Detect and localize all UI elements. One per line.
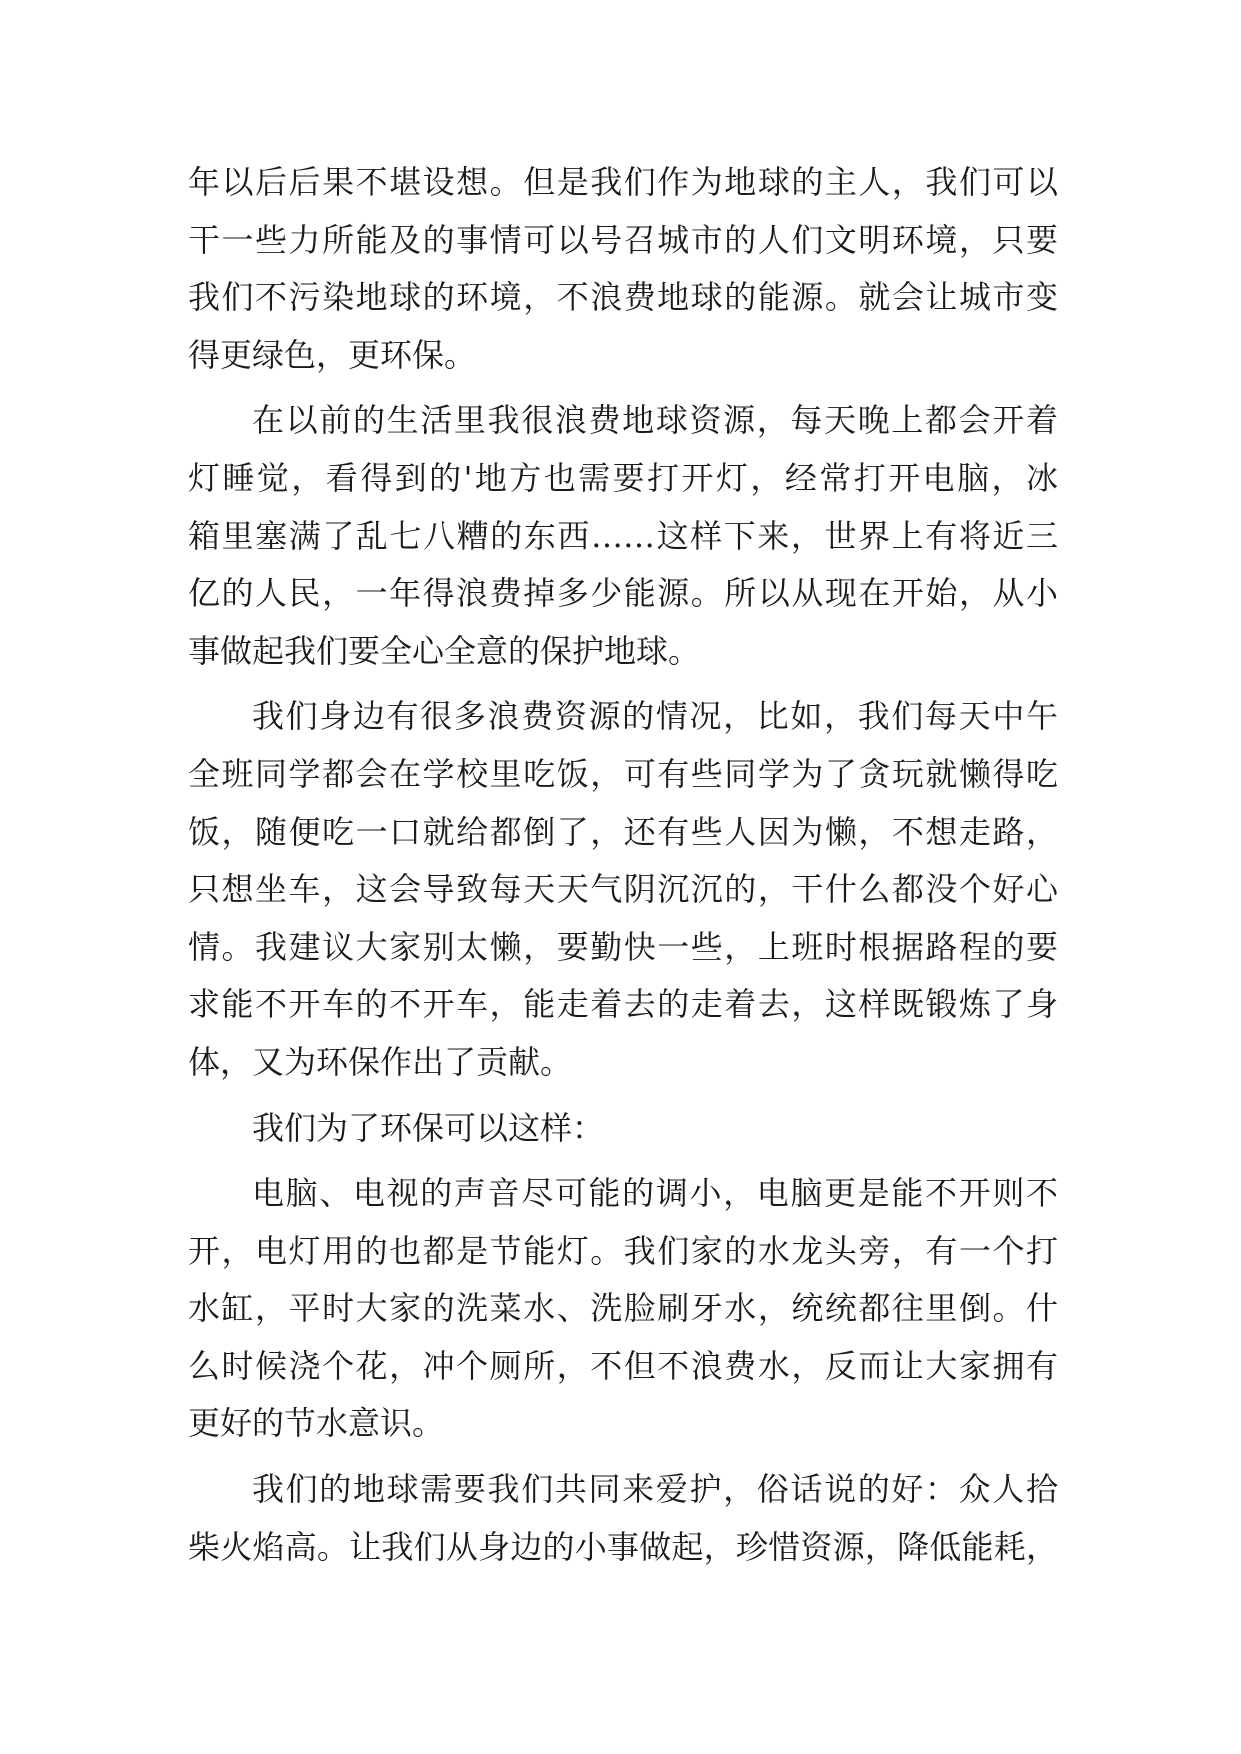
paragraph bbox=[188, 1100, 1058, 1158]
text-line: 求能不开车的不开车，能走着去的走着去，这样既锻炼了身 bbox=[188, 985, 1058, 1024]
text-line: 电脑、电视的声音尽可能的调小，电脑更是能不开则不 bbox=[252, 1174, 1058, 1213]
text-line: 柴火焰高。让我们从身边的小事做起，珍惜资源，降低能耗， bbox=[188, 1527, 1058, 1566]
text-line: 我们为了环保可以这样： bbox=[252, 1108, 605, 1147]
text-line: 开，电灯用的也都是节能灯。我们家的水龙头旁，有一个打 bbox=[188, 1231, 1058, 1270]
paragraph bbox=[188, 1461, 1058, 1576]
text-line: 干一些力所能及的事情可以号召城市的人们文明环境，只要 bbox=[188, 220, 1058, 259]
text-line: 饭，随便吃一口就给都倒了，还有些人因为懒，不想走路， bbox=[188, 812, 1058, 851]
text-line: 我们身边有很多浪费资源的情况，比如，我们每天中午 bbox=[252, 697, 1058, 736]
text-line: 水缸，平时大家的洗菜水、洗脸刷牙水，统统都往里倒。什 bbox=[188, 1289, 1058, 1328]
text-line: 事做起我们要全心全意的保护地球。 bbox=[188, 631, 701, 670]
text-line: 更好的节水意识。 bbox=[188, 1404, 445, 1443]
paragraph bbox=[188, 688, 1058, 1091]
text-line: 只想坐车，这会导致每天天气阴沉沉的，干什么都没个好心 bbox=[188, 870, 1058, 909]
paragraph bbox=[188, 1165, 1058, 1453]
text-line: 我们的地球需要我们共同来爱护，俗话说的好：众人拾 bbox=[252, 1470, 1058, 1509]
text-line: 得更绿色，更环保。 bbox=[188, 335, 477, 374]
text-line: 情。我建议大家别太懒，要勤快一些，上班时根据路程的要 bbox=[188, 927, 1058, 966]
text-line: 我们不污染地球的环境，不浪费地球的能源。就会让城市变 bbox=[188, 278, 1058, 317]
text-line: 年以后后果不堪设想。但是我们作为地球的主人，我们可以 bbox=[188, 163, 1058, 201]
paragraph bbox=[188, 392, 1058, 680]
text-line: 箱里塞满了乱七八糟的东西……这样下来，世界上有将近三 bbox=[188, 516, 1058, 555]
text-line: 在以前的生活里我很浪费地球资源，每天晚上都会开着 bbox=[252, 401, 1058, 440]
text-line: 全班同学都会在学校里吃饭，可有些同学为了贪玩就懒得吃 bbox=[188, 754, 1058, 793]
text-line: 体，又为环保作出了贡献。 bbox=[188, 1042, 573, 1081]
text-line: 么时候浇个花，冲个厕所，不但不浪费水，反而让大家拥有 bbox=[188, 1346, 1058, 1385]
document-body bbox=[188, 154, 1058, 1576]
text-line: 灯睡觉，看得到的'地方也需要打开灯，经常打开电脑，冰 bbox=[188, 458, 1058, 497]
text-line: 亿的人民，一年得浪费掉多少能源。所以从现在开始，从小 bbox=[188, 574, 1058, 613]
paragraph bbox=[188, 154, 1058, 384]
